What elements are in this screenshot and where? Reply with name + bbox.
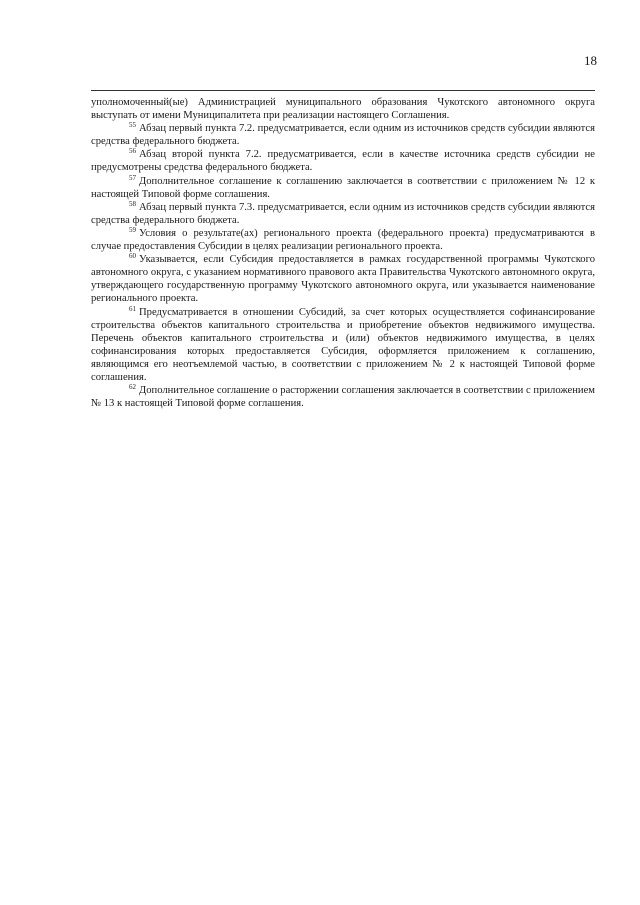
footnote-mark: 60 [129, 252, 136, 261]
footnote-mark: 58 [129, 199, 136, 208]
footnote-text: Условия о результате(ах) регионального проекта (федерального проекта) предусматриваются в случае предоставления Субсидии в целях реализации регионального проекта. [91, 227, 595, 253]
footnote-text: Абзац второй пункта 7.2. предусматривается, если в качестве источника средств субсидии не предусмотрены средства федерального бюджета. [91, 149, 595, 174]
footnote-57 [91, 175, 595, 201]
footnote-59 [91, 227, 595, 253]
footnote-text: Предусматривается в отношении Субсидий, за счет которых осуществляется софинансирование строительства объектов капитального строительства и приобретение объектов недвижимого имущества. Перечень объектов капитального строительства и (или) объектов недвижимого имущества, в целях софинансирования которых предоставляется Субсидия, оформляется приложением к соглашению, являющимся его неотъемлемой частью, в соответствии с приложением № 2 к настоящей Типовой форме соглашения. [91, 306, 595, 383]
footnote-56 [91, 148, 595, 174]
footnote-text: Указывается, если Субсидия предоставляется в рамках государственной программы Чукотского автономного округа, с указанием нормативного правового акта Правительства Чукотского автономного округа, утверждающего государственную программу Чукотского автономного округа, или указывается наименование регионального проекта. [91, 254, 595, 305]
footnote-mark: 56 [129, 147, 136, 156]
footnote-62 [91, 384, 595, 410]
footnote-mark: 59 [129, 225, 136, 234]
footnote-mark: 57 [129, 173, 136, 182]
footnote-text: Абзац первый пункта 7.2. предусматривается, если одним из источников средств субсидии являются средства федерального бюджета. [91, 123, 595, 148]
footnote-text: Дополнительное соглашение о расторжении соглашения заключается в соответствии с приложением № 13 к настоящей Типовой форме соглашения. [91, 385, 595, 410]
footnote-60 [91, 253, 595, 305]
footnote-mark: 61 [129, 304, 136, 313]
page-number: 18 [584, 53, 597, 68]
footnote-continuation: уполномоченный(ые) Администрацией муниципального образования Чукотского автономного округа выступать от имени Муниципалитета при реализации настоящего Соглашения. [91, 97, 595, 122]
footnote-61 [91, 306, 595, 385]
footnotes-block [91, 96, 595, 410]
footnote-text: Абзац первый пункта 7.3. предусматривается, если одним из источников средств субсидии являются средства федерального бюджета. [91, 201, 595, 226]
footnote-55 [91, 122, 595, 148]
footnote-mark: 62 [129, 383, 136, 392]
footnote-text: Дополнительное соглашение к соглашению заключается в соответствии с приложением № 12 к настоящей Типовой форме соглашения. [91, 175, 595, 200]
footnote-58 [91, 201, 595, 227]
footnote-mark: 55 [129, 121, 136, 130]
footnote-separator [91, 90, 595, 91]
